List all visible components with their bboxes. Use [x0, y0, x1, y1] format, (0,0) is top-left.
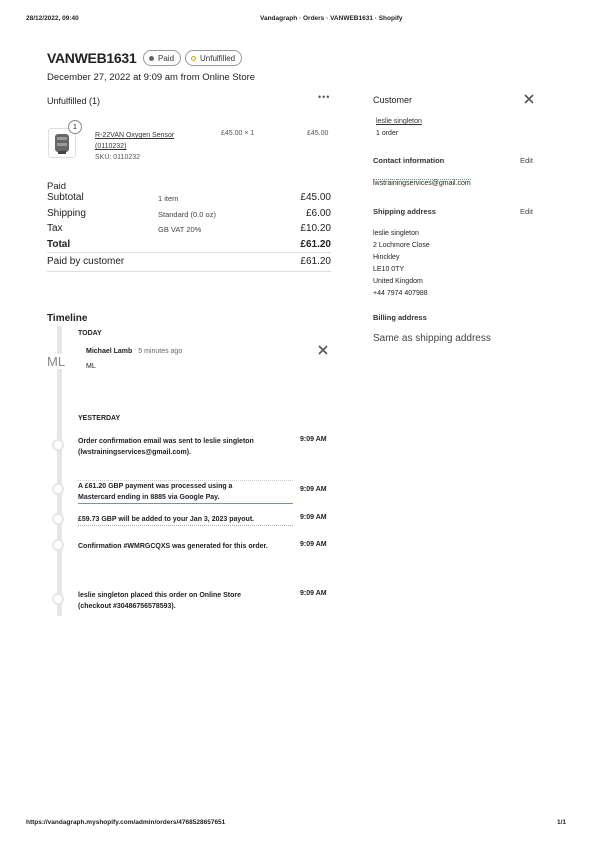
timeline-event[interactable]: Order confirmation email was sent to leslie singleton (lwstrainingservices@gmail.com).	[78, 438, 254, 456]
timeline-line	[57, 326, 62, 616]
edit-contact-button[interactable]: Edit	[520, 156, 533, 165]
edit-shipping-button[interactable]: Edit	[520, 207, 533, 216]
timeline-event[interactable]: A £61.20 GBP payment was processed using a Mastercard ending in 8885 via Google Pay.	[78, 480, 293, 504]
timeline-event-time: 9:09 AM	[300, 514, 327, 521]
close-customer-icon[interactable]	[522, 92, 536, 111]
timeline-event-dot	[52, 483, 64, 495]
payment-title: Paid	[47, 181, 67, 192]
timeline-today-label: TODAY	[78, 330, 102, 337]
customer-name-link[interactable]: leslie singleton	[376, 118, 422, 125]
paid-dot-icon	[149, 56, 154, 61]
customer-order-count: 1 order	[376, 130, 399, 137]
customer-email[interactable]: lwstrainingservices@gmail.com	[373, 180, 471, 187]
commenter-avatar: ML	[47, 354, 66, 369]
product-line-total: £45.00	[307, 130, 329, 137]
quantity-badge: 1	[68, 120, 82, 134]
billing-address-title: Billing address	[373, 313, 427, 322]
unfulfilled-title: Unfulfilled (1)	[47, 96, 101, 106]
payment-bottom-divider	[47, 271, 331, 272]
timeline-event-time: 9:09 AM	[300, 541, 327, 548]
print-page-number: 1/1	[557, 819, 567, 826]
comment-body: ML	[86, 363, 96, 370]
timeline-event-dot	[52, 513, 64, 525]
customer-title: Customer	[373, 95, 413, 105]
close-comment-icon[interactable]	[316, 343, 330, 362]
timeline-event: leslie singleton placed this order on Online Store (checkout #30486756578593).	[78, 592, 241, 610]
print-url: https://vandagraph.myshopify.com/admin/orders/4768528657651	[26, 819, 226, 826]
unfulfilled-badge: Unfulfilled	[185, 50, 242, 66]
timeline-event-time: 9:09 AM	[300, 590, 327, 597]
product-sku: SKU: 0110232	[95, 154, 141, 161]
shipping-address: leslie singleton 2 Lochmore Close Hinckley LE10 0TY United Kingdom +44 7974 407988	[373, 230, 430, 297]
timeline-yesterday-label: YESTERDAY	[78, 415, 121, 422]
contact-info-title: Contact information	[373, 156, 445, 165]
product-unit-qty: £45.00 × 1	[221, 130, 255, 137]
billing-address-value: Same as shipping address	[373, 333, 491, 344]
timeline-event-dot	[52, 439, 64, 451]
more-actions-icon[interactable]: •••	[318, 92, 331, 102]
comment-header: Michael Lamb 5 minutes ago	[86, 348, 183, 355]
timeline-event-time: 9:09 AM	[300, 436, 327, 443]
timeline-event[interactable]: £59.73 GBP will be added to your Jan 3, 2023 payout.	[78, 514, 293, 526]
paid-badge: Paid	[143, 50, 181, 66]
order-subtitle: December 27, 2022 at 9:09 am from Online Store	[47, 72, 256, 83]
order-id-title: VANWEB1631	[47, 50, 137, 66]
timeline-title: Timeline	[47, 313, 88, 324]
payment-divider	[47, 252, 331, 253]
shipping-address-title: Shipping address	[373, 207, 436, 216]
unfulfilled-dot-icon	[191, 56, 196, 61]
timeline-event-dot	[52, 539, 64, 551]
print-datetime: 28/12/2022, 09:40	[26, 15, 79, 22]
print-page-title: Vandagraph · Orders · VANWEB1631 · Shopify	[260, 15, 403, 22]
timeline-event-time: 9:09 AM	[300, 486, 327, 493]
timeline-event-dot	[52, 593, 64, 605]
timeline-event: Confirmation #WMRGCQXS was generated for this order.	[78, 543, 268, 550]
product-name-link[interactable]: R-22VAN Oxygen Sensor (0110232)	[95, 132, 175, 150]
